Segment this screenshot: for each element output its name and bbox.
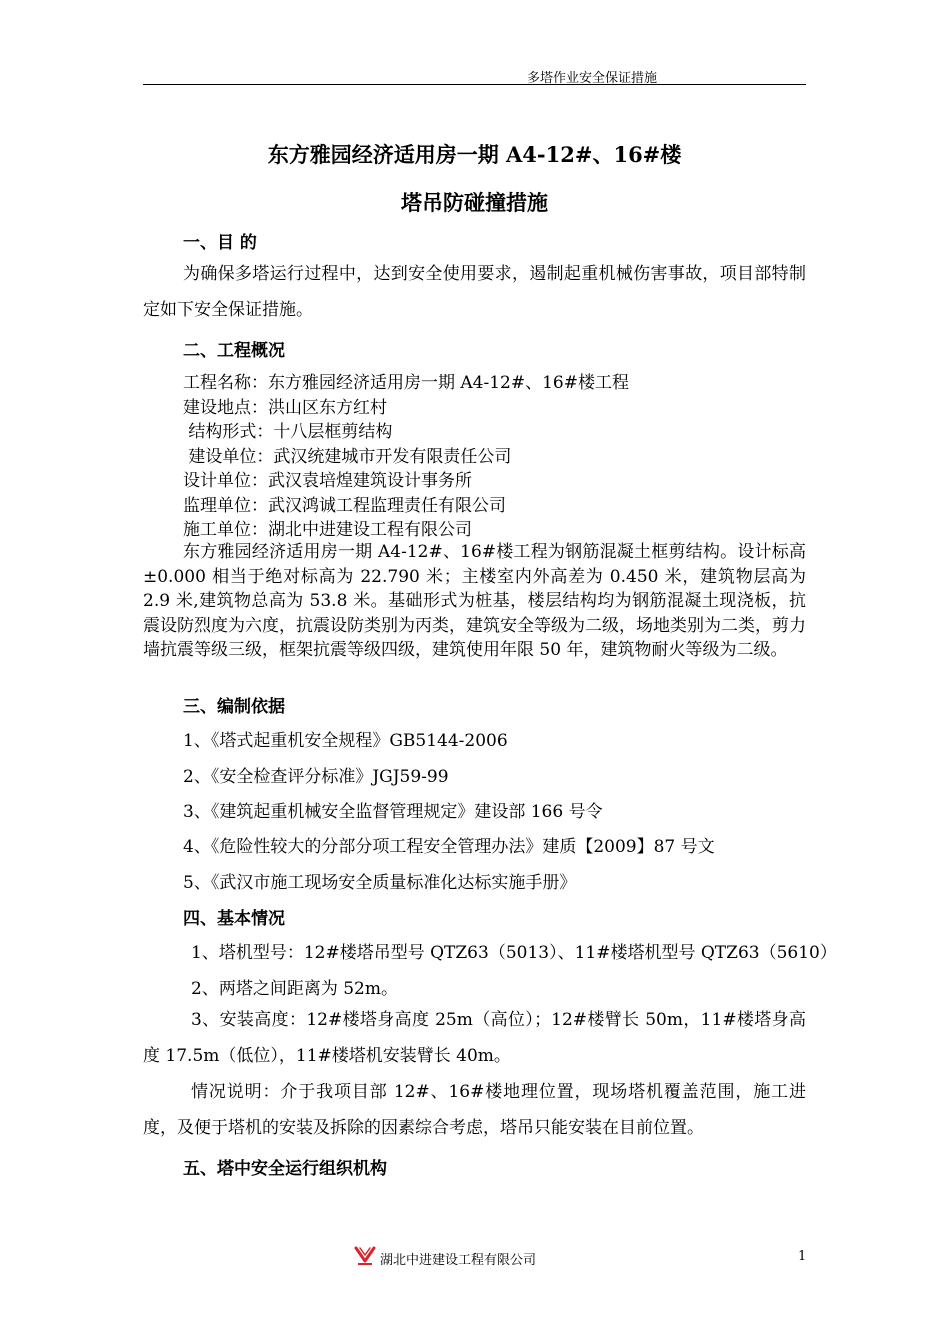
section-heading-overview: 二、工程概况 <box>183 341 285 361</box>
basic-info-item: 2、两塔之间距离为 52m。 <box>191 979 398 999</box>
situation-note: 情况说明：介于我项目部 12#、16#楼地理位置，现场塔机覆盖范围，施工进度，及便于塔机的安装及拆除的因素综合考虑，塔吊只能安装在目前位置。 <box>143 1082 806 1138</box>
overview-line: 工程名称：东方雅园经济适用房一期 A4-12#、16#楼工程 <box>183 373 629 393</box>
section-heading-organization: 五、塔中安全运行组织机构 <box>183 1159 387 1179</box>
overview-line: 建设单位：武汉统建城市开发有限责任公司 <box>183 447 512 467</box>
basis-item: 1、《塔式起重机安全规程》GB5144-2006 <box>183 731 508 751</box>
purpose-paragraph: 为确保多塔运行过程中，达到安全使用要求，遏制起重机械伤害事故，项目部特制定如下安全保证措施。 <box>143 264 806 320</box>
footer-company: 湖北中进建设工程有限公司 <box>380 1253 537 1268</box>
overview-line: 监理单位：武汉鸿诚工程监理责任有限公司 <box>183 496 506 516</box>
basic-info-item: 3、安装高度：12#楼塔身高度 25m（高位）；12#楼臂长 50m，11#楼塔身高度 17.5m（低位），11#楼塔机安装臂长 40m。 <box>143 1010 806 1066</box>
basis-item: 2、《安全检查评分标准》JGJ59-99 <box>183 767 449 787</box>
company-logo-icon <box>353 1243 377 1267</box>
overview-paragraph: 东方雅园经济适用房一期 A4-12#、16#楼工程为钢筋混凝土框剪结构。设计标高±0.000 相当于绝对标高为 22.790 米；主楼室内外高差为 0.450 米，建筑物层高为 2.9 米,建筑物总高为 53.8 米。基础形式为桩基，楼层结构均为钢筋混凝土现浇板，抗震设防烈度为六度，抗震设防类别为丙类，建筑安全等级为二级，场地类别为二类，剪力墙抗震等级三级，框架抗震等级四级，建筑使用年限 50 年，建筑物耐火等级为二级。 <box>143 542 806 660</box>
overview-line: 设计单位：武汉袁培煌建筑设计事务所 <box>183 471 472 491</box>
overview-line: 施工单位：湖北中进建设工程有限公司 <box>183 520 472 540</box>
section-heading-purpose: 一、目 的 <box>183 233 257 253</box>
document-subtitle: 塔吊防碰撞措施 <box>401 190 548 215</box>
header-rule <box>143 84 806 85</box>
basic-info-item: 1、塔机型号：12#楼塔吊型号 QTZ63（5013）、11#楼塔机型号 QTZ63（5610） <box>191 943 837 963</box>
running-header: 多塔作业安全保证措施 <box>527 71 658 86</box>
document-title: 东方雅园经济适用房一期 A4-12#、16#楼 <box>267 142 682 167</box>
basis-item: 4、《危险性较大的分部分项工程安全管理办法》建质【2009】87 号文 <box>183 837 715 857</box>
overview-line: 结构形式：十八层框剪结构 <box>183 422 393 442</box>
page-number: 1 <box>798 1249 807 1264</box>
basis-item: 3、《建筑起重机械安全监督管理规定》建设部 166 号令 <box>183 802 603 822</box>
section-heading-basic-info: 四、基本情况 <box>183 909 285 929</box>
basis-item: 5、《武汉市施工现场安全质量标准化达标实施手册》 <box>183 873 577 893</box>
section-heading-basis: 三、编制依据 <box>183 697 285 717</box>
overview-line: 建设地点：洪山区东方红村 <box>183 398 387 418</box>
